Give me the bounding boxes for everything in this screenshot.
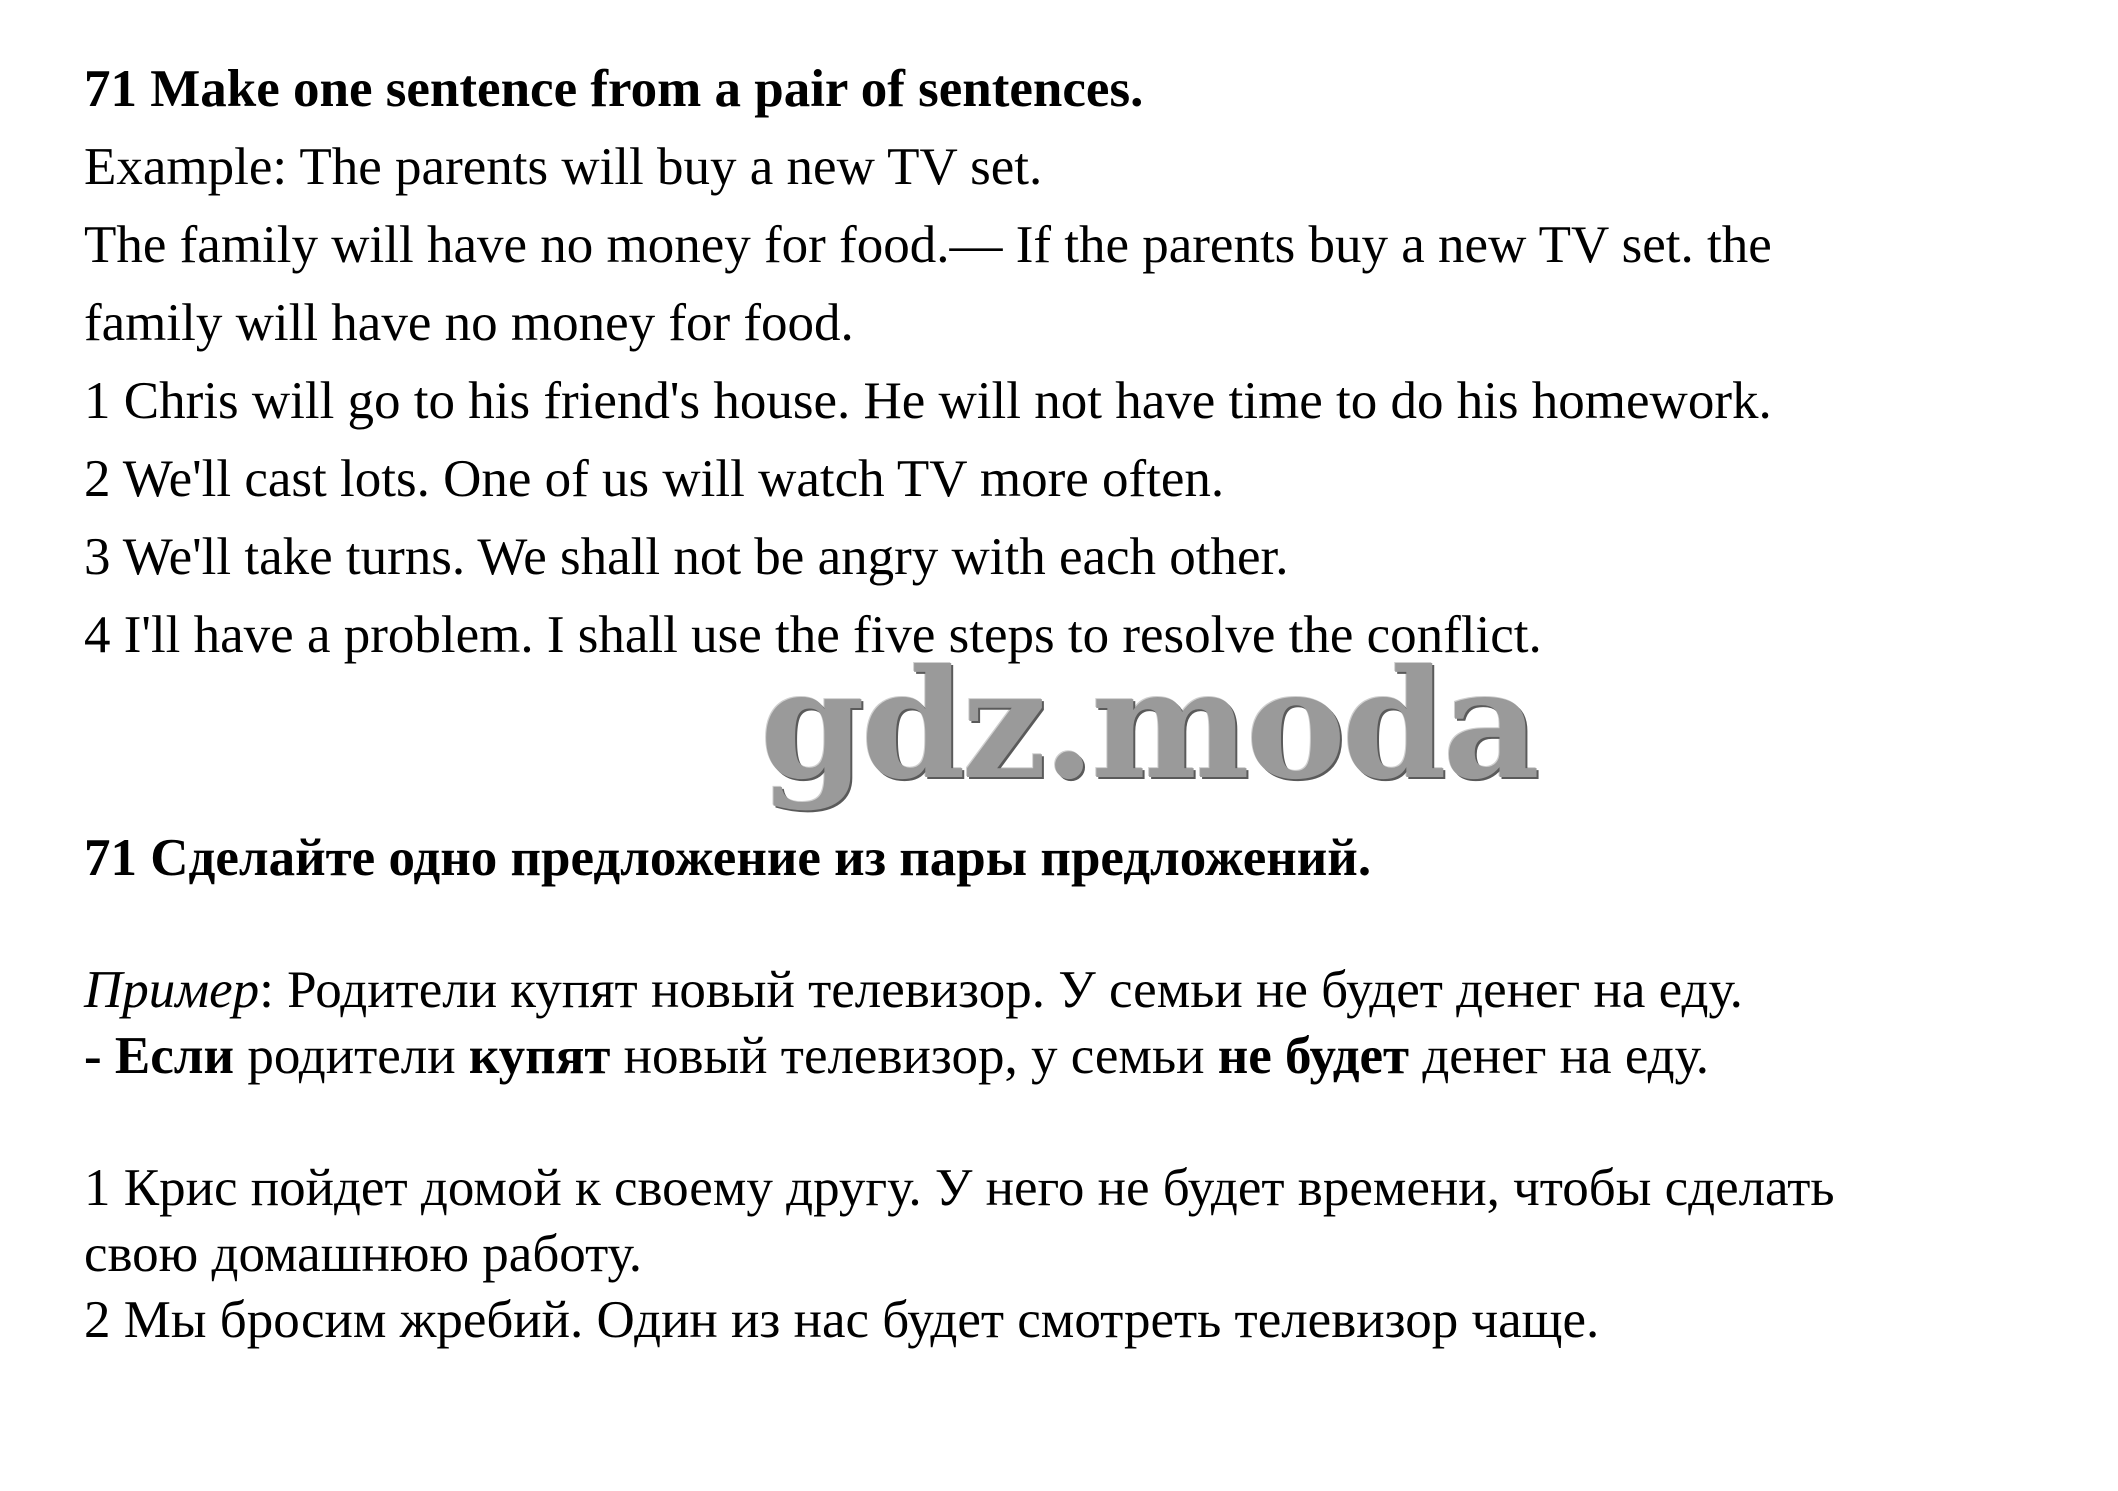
english-title: 71 Make one sentence from a pair of sentences. bbox=[84, 60, 1144, 118]
english-item-3: 3 We'll take turns. We shall not be angry with each other. bbox=[84, 528, 1289, 586]
example-label: Пример bbox=[84, 961, 260, 1019]
spacer bbox=[84, 1089, 2084, 1155]
russian-section bbox=[84, 825, 2084, 1353]
example-line-1: Example: The parents will buy a new TV set. bbox=[84, 138, 1043, 196]
answer-esli: Если bbox=[114, 1027, 235, 1085]
russian-item-1: 1 Крис пойдет домой к своему другу. У него не будет времени, чтобы сделать bbox=[84, 1159, 1835, 1217]
answer-text-1: родители bbox=[234, 1027, 469, 1085]
russian-example bbox=[84, 957, 2084, 1023]
english-item-1: 1 Chris will go to his friend's house. He will not have time to do his homework. bbox=[84, 372, 1772, 430]
answer-kupyat: купят bbox=[468, 1027, 611, 1085]
example-line-3: family will have no money for food. bbox=[84, 294, 854, 352]
example-text: : Родители купят новый телевизор. У семьи не будет денег на еду. bbox=[259, 961, 1743, 1019]
english-item-4: 4 I'll have a problem. I shall use the five steps to resolve the conflict. bbox=[84, 606, 1542, 664]
russian-title: 71 Сделайте одно предложение из пары предложений. bbox=[84, 829, 1372, 887]
answer-dash: - bbox=[84, 1027, 115, 1085]
russian-item-1-cont: свою домашнюю работу. bbox=[84, 1225, 643, 1283]
example-line-2: The family will have no money for food.— If the parents buy a new TV set. the bbox=[84, 216, 1772, 274]
spacer bbox=[84, 891, 2084, 957]
english-section bbox=[84, 50, 2084, 674]
answer-text-3: денег на еду. bbox=[1409, 1027, 1710, 1085]
answer-text-2: новый телевизор, у семьи bbox=[610, 1027, 1218, 1085]
russian-item-2: 2 Мы бросим жребий. Один из нас будет смотреть телевизор чаще. bbox=[84, 1291, 1600, 1349]
watermark-logo: gdz.moda bbox=[760, 637, 1537, 813]
russian-answer bbox=[84, 1023, 2084, 1089]
english-item-2: 2 We'll cast lots. One of us will watch TV more often. bbox=[84, 450, 1225, 508]
answer-ne-budet: не будет bbox=[1217, 1027, 1410, 1085]
